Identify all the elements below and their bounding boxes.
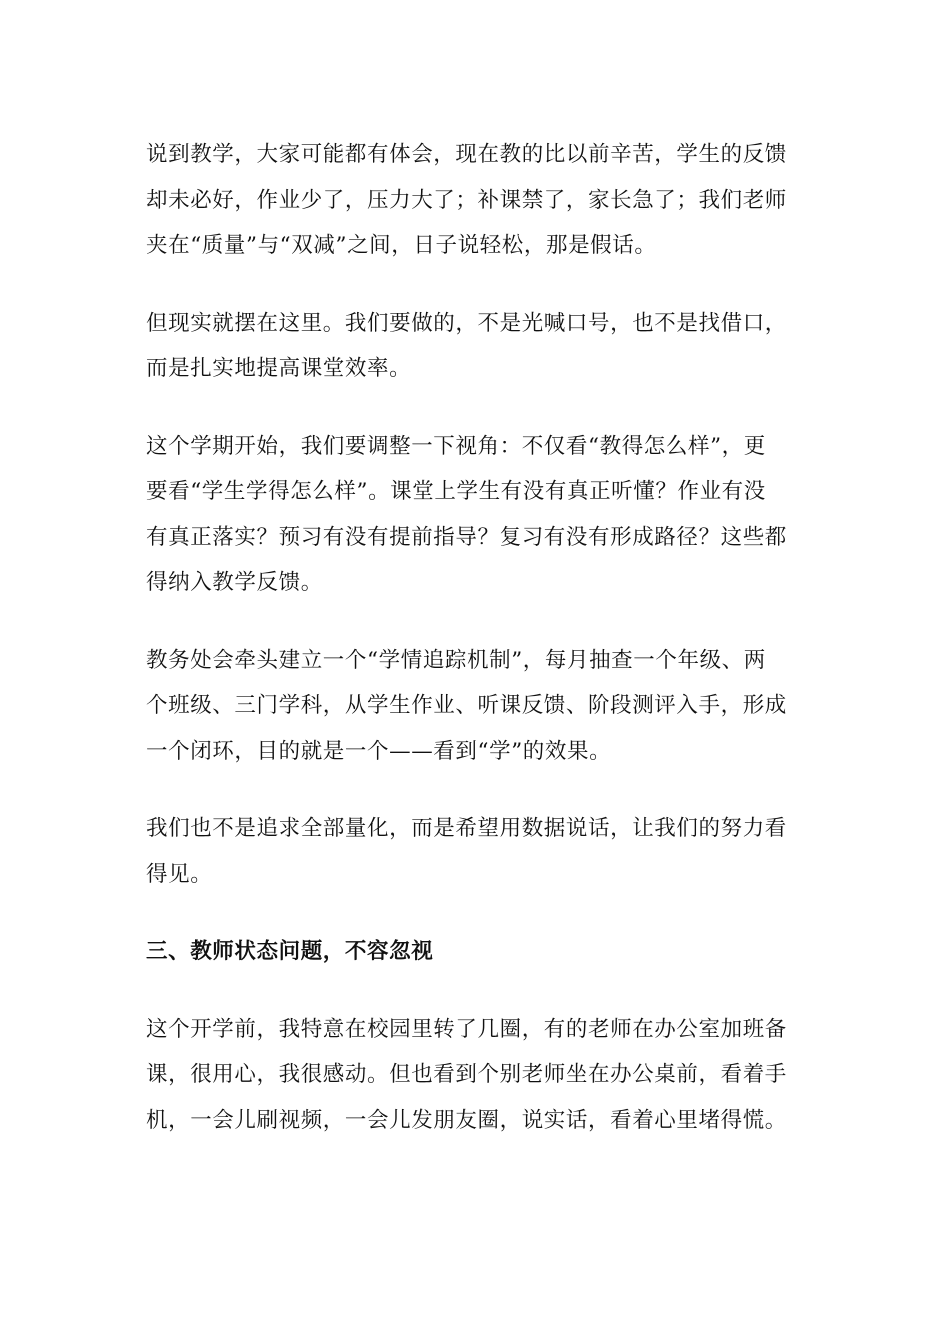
text-line: 但现实就摆在这里。我们要做的，不是光喊口号，也不是找借口， [146,310,787,336]
paragraph-data-driven [146,806,796,897]
text-line: 夹在“质量”与“双减”之间，日子说轻松，那是假话。 [146,233,657,258]
text-line: 得纳入教学反馈。 [146,570,323,595]
paragraph-tracking-mechanism [146,638,796,775]
text-line: 而是扎实地提高课堂效率。 [146,356,412,381]
text-line: 要看“学生学得怎么样”。课堂上学生有没有真正听懂？作业有没 [146,479,766,504]
paragraph-teaching-difficulty [146,132,796,269]
text-line: 说到教学，大家可能都有体会，现在教的比以前辛苦，学生的反馈 [146,142,787,167]
text-line: 却未必好，作业少了，压力大了；补课禁了，家长急了；我们老师 [146,187,787,213]
text-line: 教务处会牵头建立一个“学情追踪机制”，每月抽查一个年级、两 [146,647,766,673]
text-line: 得见。 [146,861,213,887]
document-body [146,132,796,1175]
text-line: 个班级、三门学科，从学生作业、听课反馈、阶段测评入手，形成 [146,693,787,718]
text-line: 一个闭环，目的就是一个——看到“学”的效果。 [146,738,612,764]
text-line: 这个学期开始，我们要调整一下视角：不仅看“教得怎么样”，更 [146,433,766,459]
paragraph-new-perspective [146,424,796,606]
paragraph-reality [146,301,796,392]
text-line: 有真正落实？预习有没有提前指导？复习有没有形成路径？这些都 [146,524,787,550]
text-line: 课，很用心，我很感动。但也看到个别老师坐在办公桌前，看着手 [146,1062,787,1087]
text-line: 这个开学前，我特意在校园里转了几圈，有的老师在办公室加班备 [146,1016,787,1042]
text-line: 我们也不是追求全部量化，而是希望用数据说话，让我们的努力看 [146,816,787,841]
paragraph-teacher-status [146,1007,796,1144]
text-line: 机，一会儿刷视频，一会儿发朋友圈，说实话，看着心里堵得慌。 [146,1107,787,1133]
section-heading: 三、教师状态问题，不容忽视 [146,939,434,964]
